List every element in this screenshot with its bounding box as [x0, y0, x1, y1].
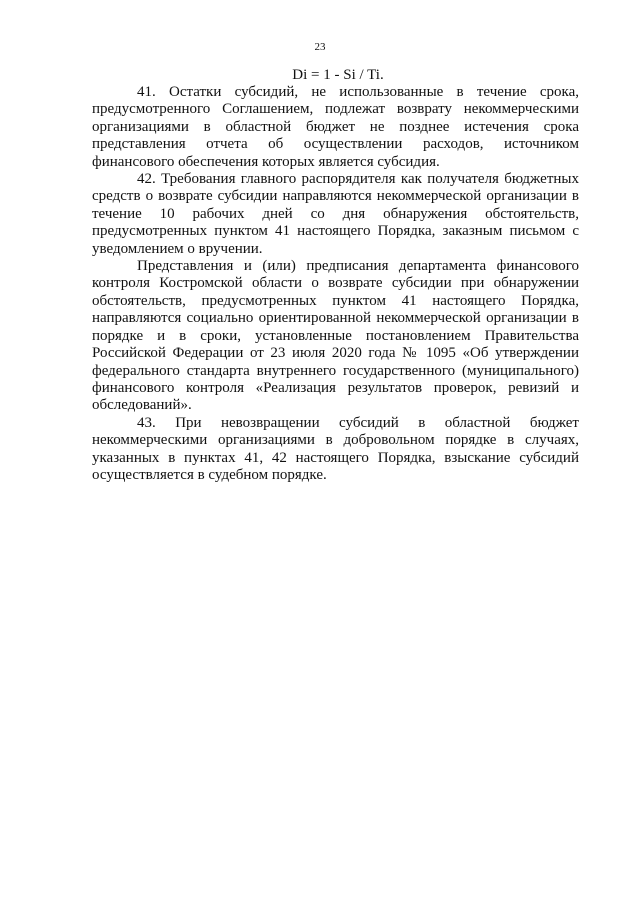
- paragraph-42: 42. Требования главного распорядителя как получателя бюджетных средств о возврате субсидии направляются некоммерческой организации в течение 10 рабочих дней со дня обнаружения обстоятельств, предусмотренных пунктом 41 настоящего Порядка, заказным письмом с уведомлением о вручении.: [92, 171, 579, 257]
- paragraph-41: 41. Остатки субсидий, не использованные в течение срока, предусмотренного Соглашением, подлежат возврату некоммерческими организациями в областной бюджет не позднее истечения срока представления отчета об осуществлении расходов, источником финансового обеспечения которых является субсидия.: [92, 84, 579, 170]
- paragraph-43: 43. При невозвращении субсидий в областной бюджет некоммерческими организациями в добровольном порядке в случаях, указанных в пунктах 41, 42 настоящего Порядка, взыскание субсидий осуществляется в судебном порядке.: [92, 414, 579, 483]
- page-number: 23: [314, 41, 326, 53]
- document-body: [92, 84, 579, 484]
- formula: Di = 1 - Si / Ti.: [292, 67, 384, 83]
- paragraph-financial-control: Представления и (или) предписания департамента финансового контроля Костромской области о возврате субсидии при обнаружении обстоятельств, предусмотренных пунктом 41 настоящего Порядка, направляются социально ориентированной некоммерческой организации в порядке и в сроки, установленные постановлением Правительства Российской Федерации от 23 июля 2020 года № 1095 «Об утверждении федерального стандарта внутреннего государственного (муниципального) финансового контроля «Реализация результатов проверок, ревизий и обследований».: [92, 258, 579, 414]
